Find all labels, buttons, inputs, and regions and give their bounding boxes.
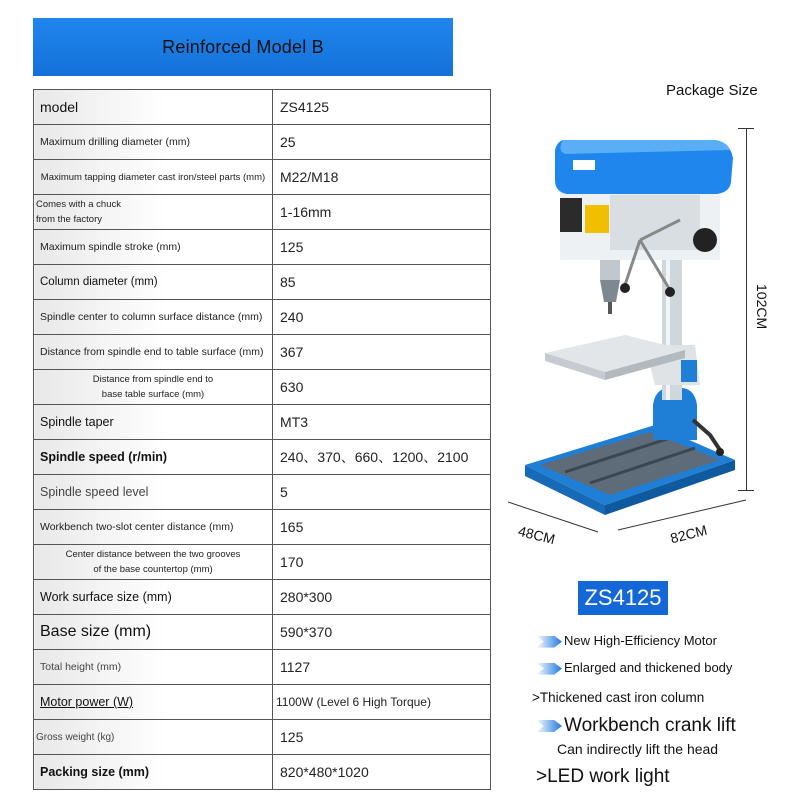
- spec-value: 170: [273, 545, 491, 580]
- depth-dimension-text: 82CM: [668, 521, 709, 547]
- spec-label: Maximum drilling diameter (mm): [34, 125, 273, 160]
- banner-title: Reinforced Model B: [162, 36, 324, 57]
- table-row: [34, 475, 491, 510]
- spec-label: Packing size (mm): [34, 755, 273, 790]
- spec-value: 280*300: [273, 580, 491, 615]
- feature-text: New High-Efficiency Motor: [564, 633, 717, 648]
- table-row: [34, 510, 491, 545]
- feature-item: [557, 741, 718, 757]
- table-row: [34, 125, 491, 160]
- feature-item: [536, 715, 736, 737]
- spec-value: 85: [273, 265, 491, 300]
- spec-label: Motor power (W): [34, 685, 273, 720]
- table-row: [34, 370, 491, 405]
- arrow-icon: [536, 720, 562, 732]
- spec-value: 125: [273, 720, 491, 755]
- table-row: [34, 230, 491, 265]
- feature-item: [536, 766, 670, 788]
- spec-label: model: [34, 90, 273, 125]
- feature-item: [536, 660, 732, 675]
- spec-value: 590*370: [273, 615, 491, 650]
- table-row: [34, 615, 491, 650]
- table-row: [34, 265, 491, 300]
- feature-text: >Thickened cast iron column: [532, 690, 705, 705]
- spec-label: Spindle speed (r/min): [34, 440, 273, 475]
- spec-value: MT3: [273, 405, 491, 440]
- spec-label: Gross weight (kg): [34, 720, 273, 755]
- table-row: [34, 440, 491, 475]
- title-banner: [33, 18, 453, 76]
- spec-value: 25: [273, 125, 491, 160]
- spec-label: Comes with a chuck from the factory: [34, 195, 273, 230]
- spec-value: 367: [273, 335, 491, 370]
- spec-value: ZS4125: [273, 90, 491, 125]
- spec-value: 1127: [273, 650, 491, 685]
- height-dimension-text: 102CM: [754, 284, 770, 330]
- table-row: [34, 580, 491, 615]
- spec-value: 240: [273, 300, 491, 335]
- spec-value: 630: [273, 370, 491, 405]
- spec-label: Distance from spindle end to base table surface (mm): [34, 370, 273, 405]
- dimension-tick: [738, 128, 754, 129]
- table-row: [34, 650, 491, 685]
- width-dimension-text: 48CM: [516, 522, 557, 548]
- drill-press-image: [505, 120, 755, 520]
- spec-value: 820*480*1020: [273, 755, 491, 790]
- table-row: [34, 300, 491, 335]
- feature-item: [536, 633, 717, 648]
- table-row: [34, 720, 491, 755]
- spec-value: 1-16mm: [273, 195, 491, 230]
- arrow-icon: [536, 636, 562, 648]
- feature-item: [532, 690, 704, 705]
- arrow-icon: [536, 663, 562, 675]
- spec-label: Distance from spindle end to table surface (mm): [34, 335, 273, 370]
- spec-table: [33, 89, 491, 790]
- spec-label: Total height (mm): [34, 650, 273, 685]
- feature-text: Workbench crank lift: [564, 715, 736, 736]
- spec-value: 240、370、660、1200、2100: [273, 440, 491, 475]
- spec-label: Spindle center to column surface distance (mm): [34, 300, 273, 335]
- spec-value: 1100W (Level 6 High Torque): [273, 685, 491, 720]
- spec-label: Spindle speed level: [34, 475, 273, 510]
- table-row: [34, 195, 491, 230]
- feature-text: Can indirectly lift the head: [557, 741, 719, 757]
- spec-value: 165: [273, 510, 491, 545]
- feature-text: >LED work light: [536, 766, 670, 787]
- spec-label: Column diameter (mm): [34, 265, 273, 300]
- spec-label: Workbench two-slot center distance (mm): [34, 510, 273, 545]
- spec-value: M22/M18: [273, 160, 491, 195]
- table-row: [34, 160, 491, 195]
- feature-text: Enlarged and thickened body: [564, 660, 733, 675]
- spec-value: 125: [273, 230, 491, 265]
- model-badge: [578, 581, 668, 615]
- table-row: [34, 335, 491, 370]
- spec-label: Work surface size (mm): [34, 580, 273, 615]
- spec-label: Maximum tapping diameter cast iron/steel parts (mm): [34, 160, 273, 195]
- model-badge-text: ZS4125: [584, 585, 662, 610]
- table-row: [34, 90, 491, 125]
- spec-label: Maximum spindle stroke (mm): [34, 230, 273, 265]
- table-row: [34, 685, 491, 720]
- spec-label: Spindle taper: [34, 405, 273, 440]
- spec-label: Base size (mm): [34, 615, 273, 650]
- table-row: [34, 405, 491, 440]
- spec-value: 5: [273, 475, 491, 510]
- height-dimension-line: [746, 128, 747, 490]
- table-row: [34, 755, 491, 790]
- package-size-label: Package Size: [666, 82, 758, 99]
- spec-label: Center distance between the two grooves of the base countertop (mm): [34, 545, 273, 580]
- table-row: [34, 545, 491, 580]
